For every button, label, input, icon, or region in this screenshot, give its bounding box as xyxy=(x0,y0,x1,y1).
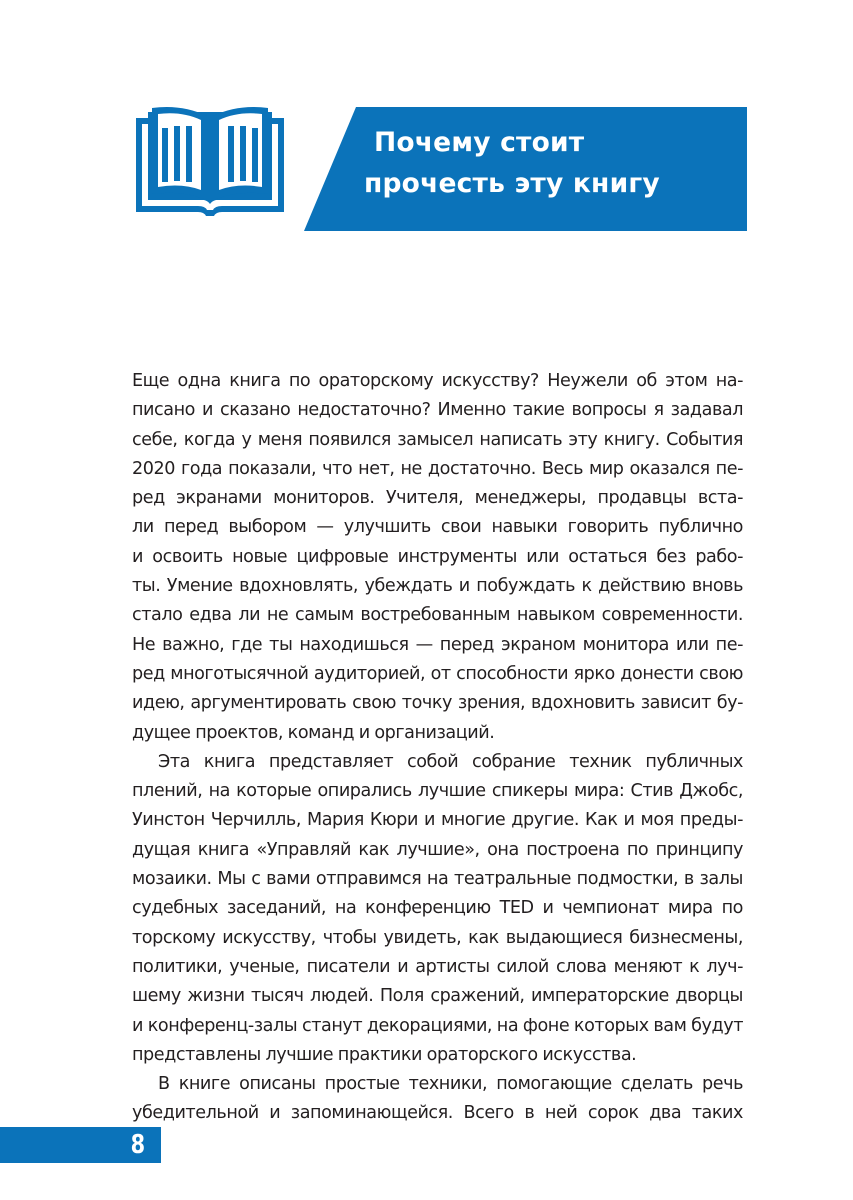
text-line: плений, на которые опирались лучшие спикеры мира: Стив Джобс, xyxy=(132,781,743,802)
chapter-title-banner xyxy=(304,107,747,231)
text-line: писано и сказано недостаточно? Именно такие вопросы я задавал xyxy=(132,400,743,421)
page-number: 8 xyxy=(130,1130,145,1160)
text-line: представлены лучшие практики ораторского искусства. xyxy=(132,1044,637,1065)
text-line: идею, аргументировать свою точку зрения, вдохновить зависит бу- xyxy=(132,693,743,714)
text-line: мозаики. Мы с вами отправимся на театральные подмостки, в залы xyxy=(132,869,743,890)
text-line: стало едва ли не самым востребованным навыком современности. xyxy=(132,605,743,626)
text-line: ред экранами мониторов. Учителя, менеджеры, продавцы вста- xyxy=(132,488,743,509)
text-line: ты. Умение вдохновлять, убеждать и побуждать к действию вновь xyxy=(132,576,743,597)
text-line: дущее проектов, команд и организаций. xyxy=(132,722,495,743)
text-line: убедительной и запоминающейся. Всего в ней сорок два таких xyxy=(132,1103,743,1124)
text-line: судебных заседаний, на конференцию TED и чемпионат мира по xyxy=(132,898,743,919)
text-line: себе, когда у меня появился замысел написать эту книгу. События xyxy=(132,429,743,450)
text-line: и освоить новые цифровые инструменты или остаться без рабо- xyxy=(132,546,743,567)
text-line: В книге описаны простые техники, помогающие сделать речь xyxy=(158,1074,743,1095)
text-line: ред многотысячной аудиторией, от способности ярко донести свою xyxy=(132,663,743,684)
text-line: Не важно, где ты находишься — перед экраном монитора или пе- xyxy=(132,634,743,655)
open-book-icon xyxy=(134,104,286,218)
text-line: Уинстон Черчилль, Мария Кюри и многие другие. Как и моя преды- xyxy=(132,810,743,831)
text-line: политики, ученые, писатели и артисты силой слова меняют к луч- xyxy=(132,956,743,977)
chapter-title-line-1: Почему стоит xyxy=(374,127,585,158)
chapter-title-line-2: прочесть эту книгу xyxy=(364,168,660,199)
text-line: и конференц-залы станут декорациями, на фоне которых вам будут xyxy=(132,1015,743,1036)
text-line: Эта книга представляет собой собрание техник публичных xyxy=(158,751,743,772)
text-line: дущая книга «Управляй как лучшие», она построена по принципу xyxy=(132,839,743,860)
text-line: шему жизни тысяч людей. Поля сражений, императорские дворцы xyxy=(132,986,743,1007)
page-number-bar xyxy=(0,1127,161,1163)
text-line: торскому искусству, чтобы увидеть, как выдающиеся бизнесмены, xyxy=(132,927,743,948)
text-line: 2020 года показали, что нет, не достаточно. Весь мир оказался пе- xyxy=(132,458,743,479)
body-text xyxy=(132,367,743,1129)
text-line: ли перед выбором — улучшить свои навыки говорить публично xyxy=(132,517,743,538)
text-line: Еще одна книга по ораторскому искусству? Неужели об этом на- xyxy=(132,371,743,391)
